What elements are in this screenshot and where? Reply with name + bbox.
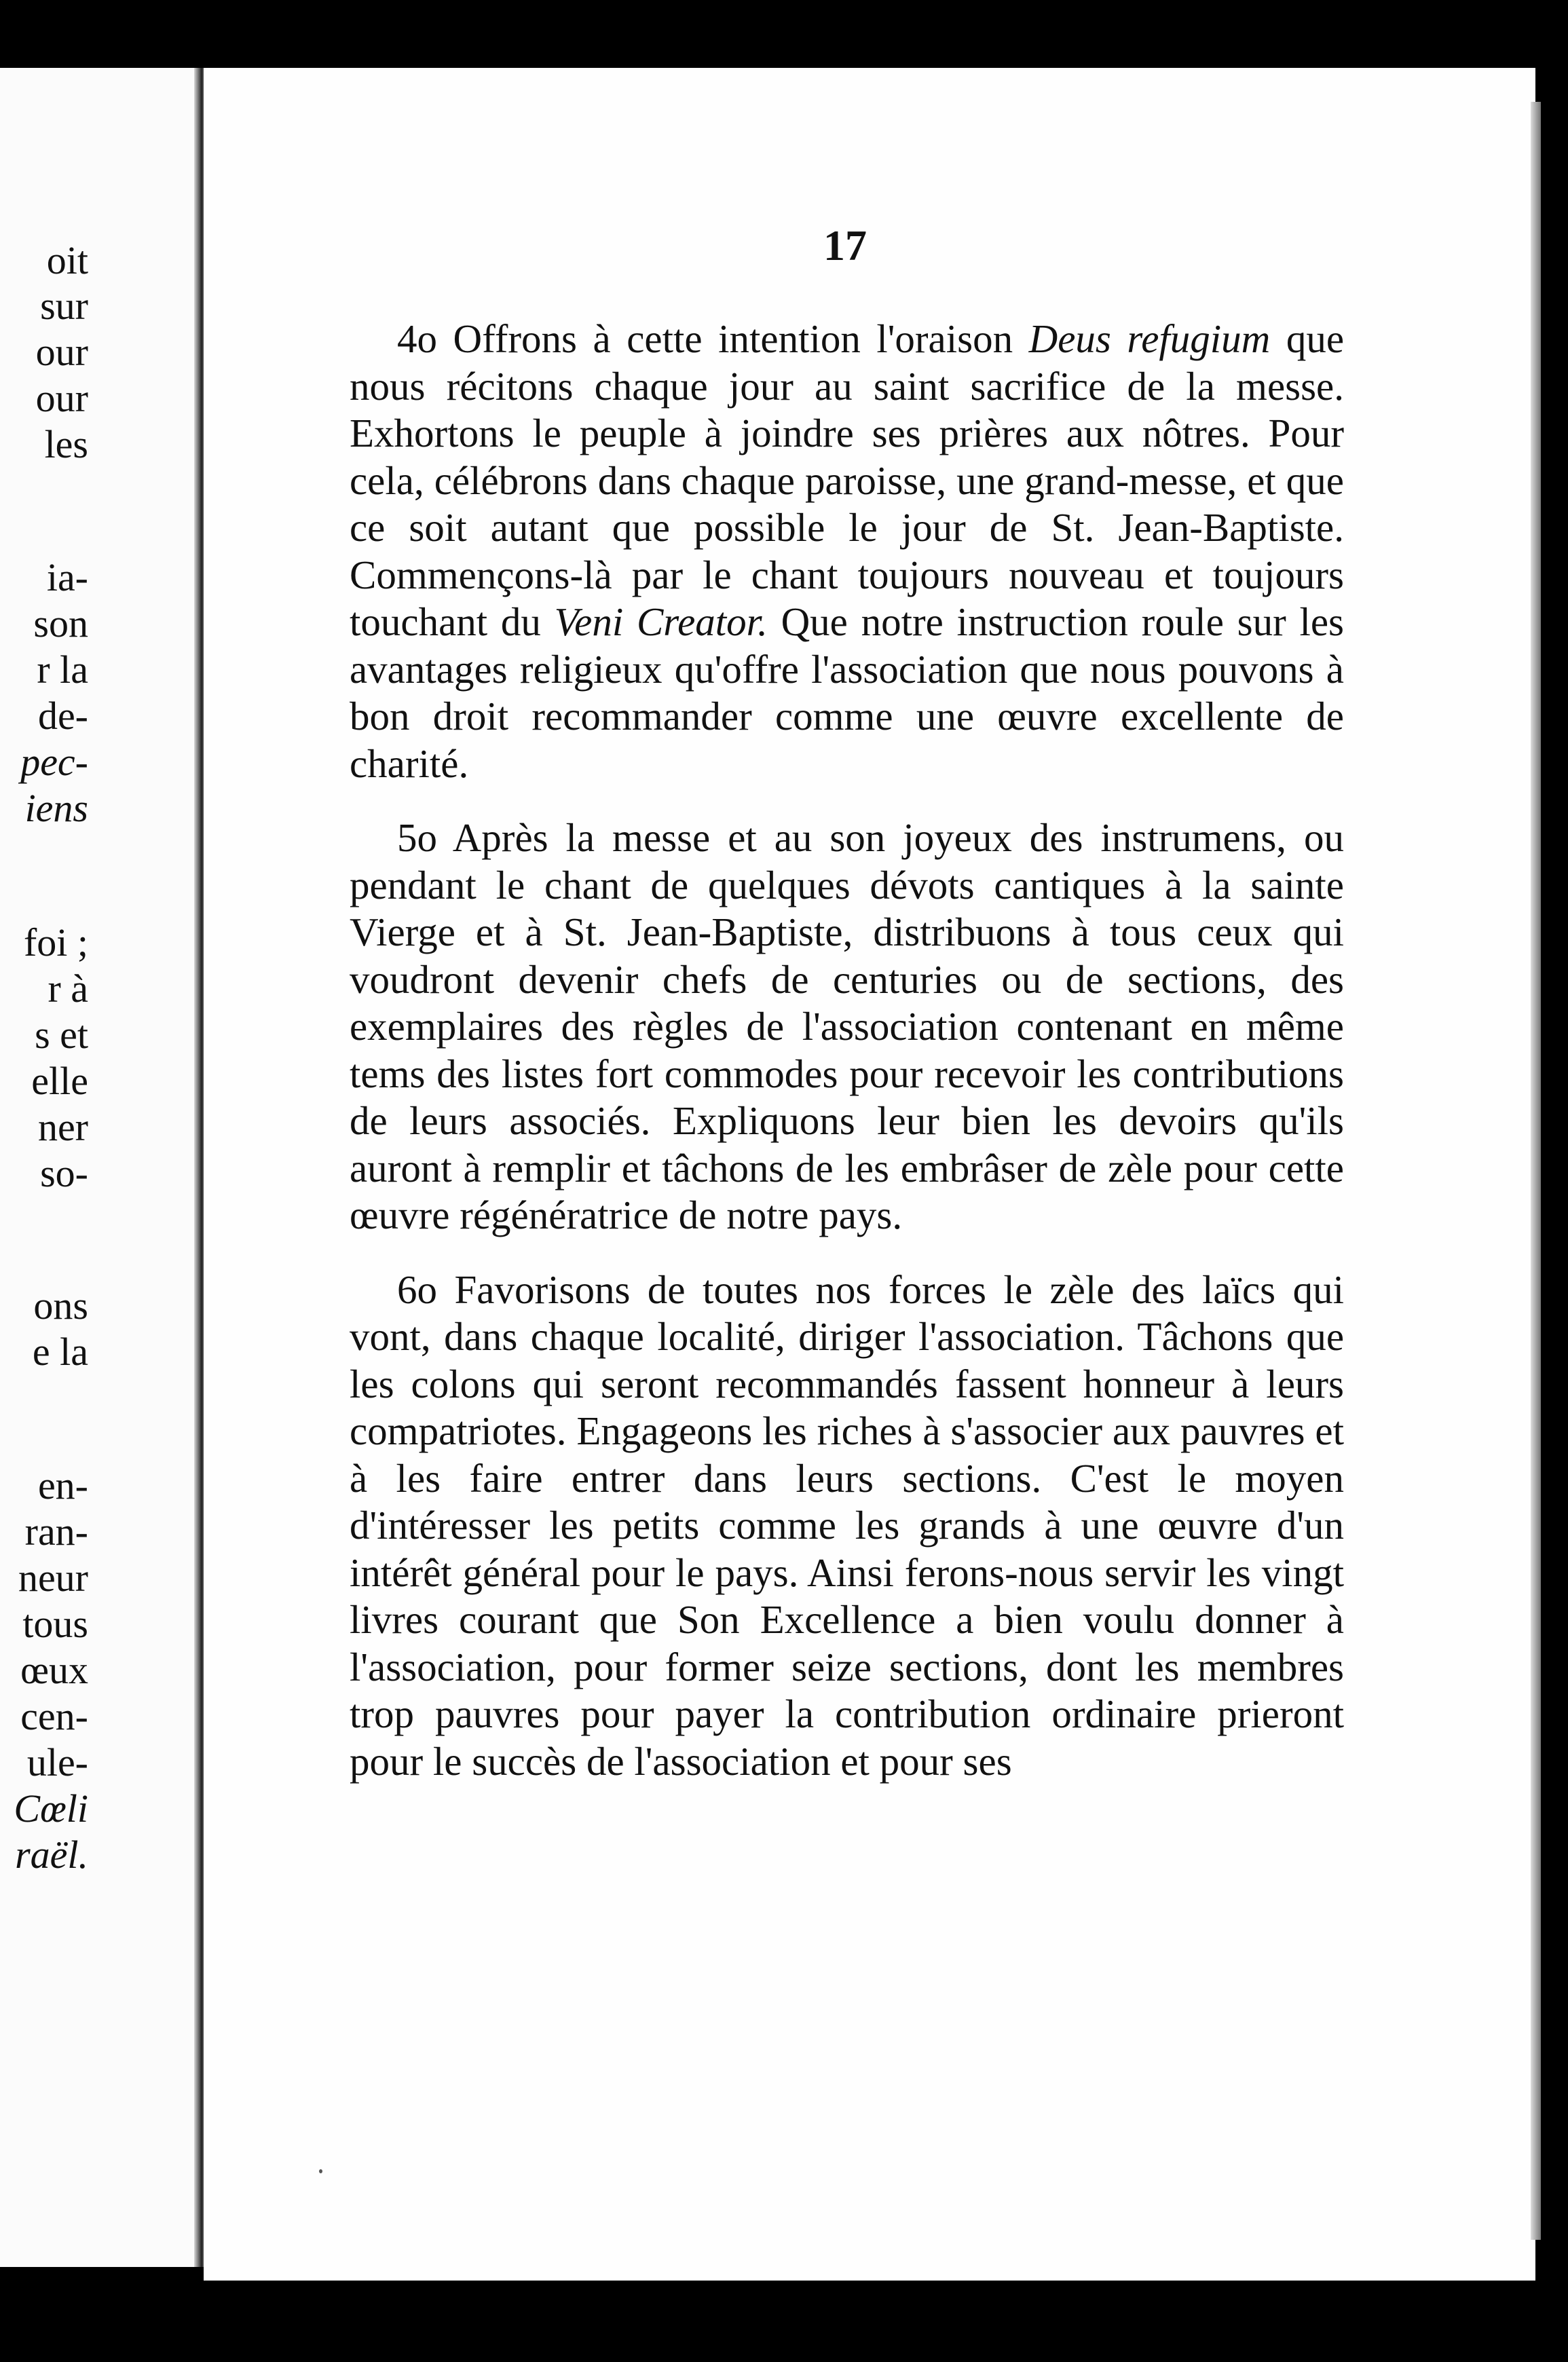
paragraph-text: 4o Offrons à cette intention l'oraison <box>397 316 1029 361</box>
paragraph-text: 6o Favorisons de toutes nos forces le zèle des laïcs qui vont, dans chaque localité, diriger l'association. Tâchons que les colons qui seront recommandés fassent honneur à leurs compatriotes. Engageons les riches à s'associer aux pauvres et à les faire entrer dans leurs sections. C'est le moyen d'intéresser les petits comme les grands à une œuvre d'un intérêt général pour le pays. Ainsi ferons-nous servir les vingt livres courant que Son Excellence a bien voulu donner à l'association, pour former seize sections, dont les membres trop pauvres pour payer la contribution ordinaire prieront pour le succès de l'association et pour ses <box>350 1267 1344 1784</box>
left-line-fragment: r à <box>48 967 88 1011</box>
left-line-fragment: raël. <box>15 1833 88 1877</box>
left-line-fragment: ran- <box>24 1510 88 1554</box>
left-line-fragment: s et <box>35 1013 88 1057</box>
left-line-fragment: en- <box>37 1463 88 1507</box>
paragraph-text: que nous récitons chaque jour au saint sacrifice de la messe. Exhortons le peuple à joindre ses prières aux nôtres. Pour cela, célébrons dans chaque paroisse, une grand-messe, et que ce soit autant que possible le jour de St. Jean-Baptiste. Commençons-là par le chant toujours nouveau et toujours touchant du <box>350 316 1344 644</box>
left-line-fragment: ner <box>37 1105 88 1149</box>
left-line-fragment: our <box>35 330 88 374</box>
left-line-fragment: so- <box>40 1151 88 1195</box>
left-line-fragment: cen- <box>20 1694 88 1738</box>
paper-speck <box>319 2169 322 2173</box>
left-line-fragment: Cœli <box>14 1786 88 1831</box>
left-line-fragment: son <box>33 601 88 645</box>
left-line-fragment: neur <box>18 1556 88 1600</box>
left-line-fragment: ule- <box>26 1740 88 1784</box>
left-line-fragment: foi ; <box>23 920 88 964</box>
left-line-fragment: elle <box>31 1059 88 1103</box>
left-line-fragment: e la <box>32 1330 88 1374</box>
left-line-fragment: oit <box>46 238 88 282</box>
left-line-fragment: les <box>44 422 88 466</box>
paragraph-4 <box>350 316 1344 787</box>
left-line-fragment: iens <box>24 786 88 830</box>
page-body <box>350 316 1344 1785</box>
left-line-fragment: ia- <box>46 555 88 599</box>
left-line-fragment: sur <box>40 284 88 328</box>
page-number: 17 <box>823 221 867 269</box>
paragraph-text: 5o Après la messe et au son joyeux des instrumens, ou pendant le chant de quelques dévots cantiques à la sainte Vierge et à St. Jean-Baptiste, distribuons à tous ceux qui voudront devenir chefs de centuries ou de sections, des exemplaires des règles de l'association contenant en même tems des listes fort commodes pour recevoir les contributions de leurs associés. Expliquons leur bien les devoirs qu'ils auront à remplir et tâchons de les embrâser de zèle pour cette œuvre régénératrice de notre pays. <box>350 815 1344 1237</box>
paragraph-6 <box>350 1267 1344 1786</box>
left-line-fragment: tous <box>22 1602 88 1646</box>
latin-phrase: Deus refugium <box>1028 316 1271 361</box>
latin-phrase: Veni Creator. <box>554 599 768 644</box>
left-line-fragment: r la <box>37 648 88 692</box>
left-line-fragment: our <box>35 376 88 420</box>
paragraph-5 <box>350 814 1344 1239</box>
left-line-fragment: pec- <box>20 740 88 784</box>
left-line-fragment: de- <box>37 694 88 738</box>
left-line-fragment: œux <box>20 1648 88 1692</box>
left-line-fragment: ons <box>33 1283 88 1328</box>
previous-page <box>0 68 204 2267</box>
paragraph-text: Que notre instruction roule sur les avantages religieux qu'offre l'association que nous pouvons à bon droit recommander comme une œuvre excellente de charité. <box>350 599 1344 786</box>
page-edge-shadow <box>1531 102 1541 2240</box>
